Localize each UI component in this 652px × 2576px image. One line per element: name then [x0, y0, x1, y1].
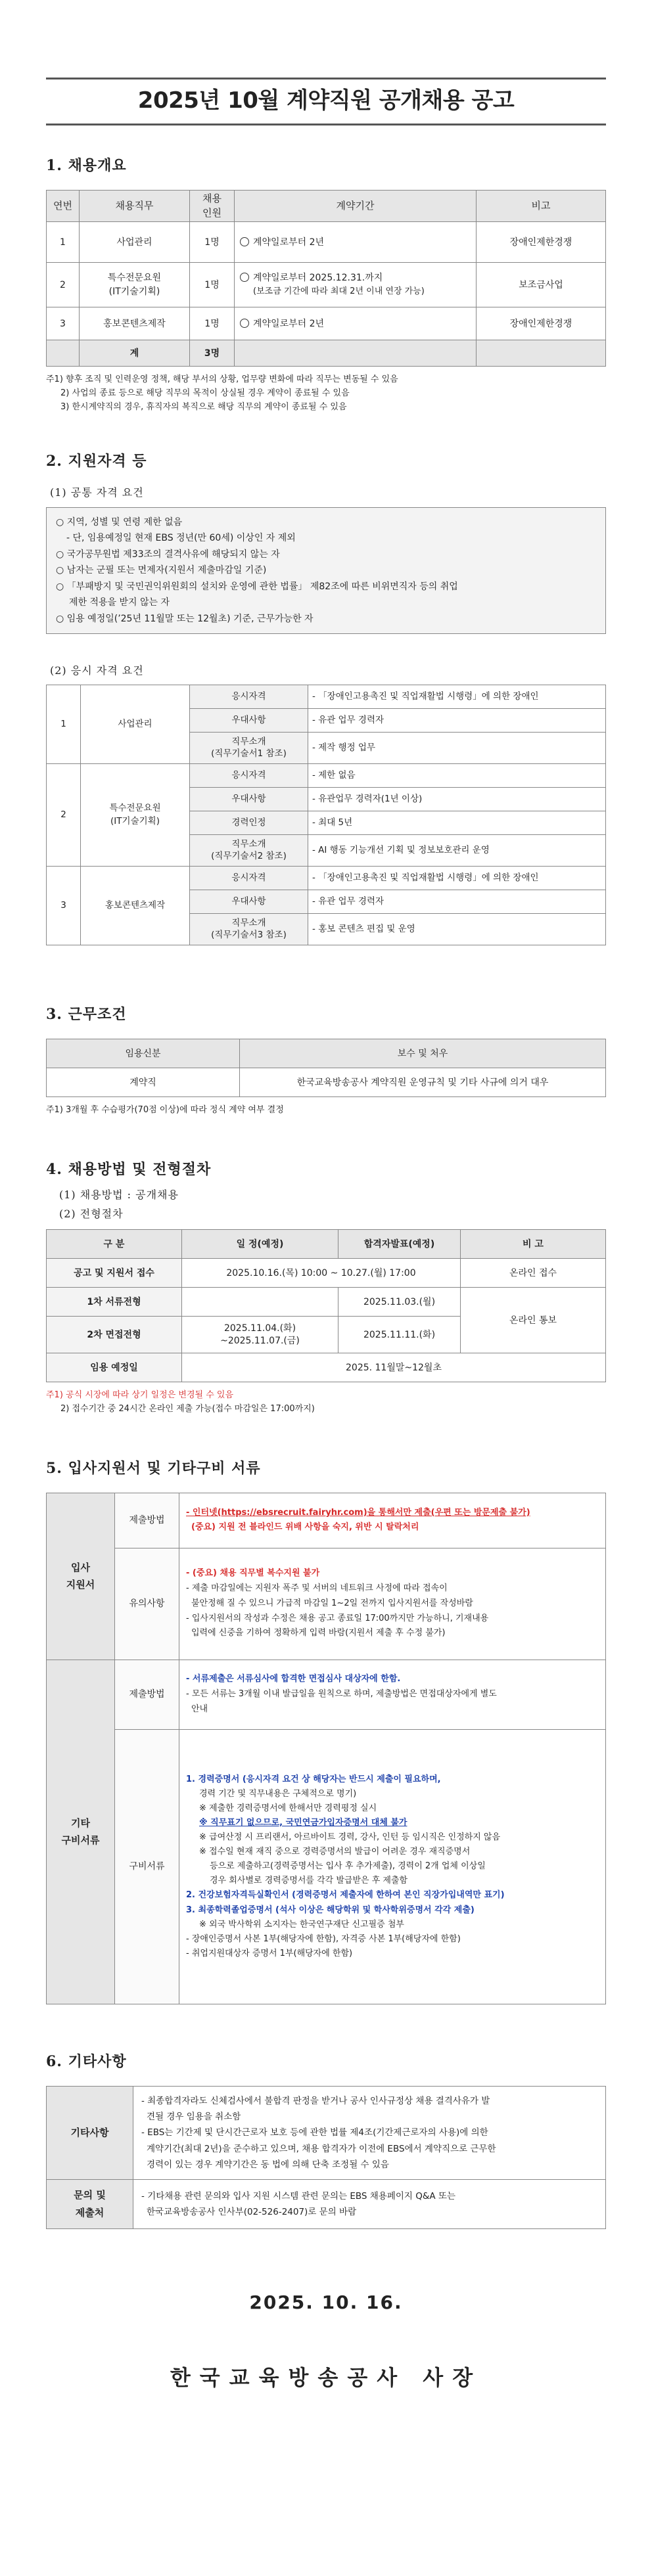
etc-line: - EBS는 기간제 및 단시간근로자 보호 등에 관한 법률 제4조(기간제근로자의 사용)에 의한	[141, 2127, 488, 2138]
note-line: 주1) 향후 조직 및 인력운영 정책, 해당 부서의 상황, 업무량 변화에 따라 직무는 변동될 수 있음	[46, 374, 398, 385]
table-row	[47, 685, 606, 709]
total-label: 계	[80, 340, 190, 367]
circle-icon	[240, 273, 249, 282]
conditions-note: 주1) 3개월 후 수습평가(70점 이상)에 따라 정식 계약 여부 결정	[46, 1105, 284, 1116]
row-count: 1명	[190, 263, 235, 307]
row-no: 2	[47, 263, 80, 307]
section-6-title: 6. 기타사항	[46, 2052, 127, 2070]
conditions-table	[46, 1039, 606, 1097]
submit-line: - 인터넷(https://ebsrecruit.fairyhr.com)을 통해서만 제출(우편 또는 방문제출 불가)	[186, 1507, 530, 1518]
etc-cell	[133, 2180, 606, 2229]
etc-label: 문의 및 제출처	[47, 2180, 133, 2229]
etc-table	[46, 2086, 606, 2229]
row-period-text: 계약일로부터 2025.12.31.까지	[253, 273, 383, 284]
note-line: 2) 접수기간 중 24시간 온라인 제출 가능(접수 마감일은 17:00까지)	[60, 1404, 315, 1414]
row-label: 구비서류	[115, 1729, 179, 2004]
req-value: - 제작 행정 업무	[308, 733, 606, 764]
page-title: 2025년 10월 계약직원 공개채용 공고	[137, 87, 515, 114]
overview-header	[47, 191, 606, 222]
section-3-title: 3. 근무조건	[46, 1006, 127, 1024]
common-req-title: (1) 공통 자격 요건	[50, 486, 144, 499]
table-row	[47, 222, 606, 263]
docs-line	[186, 1903, 599, 1918]
req-line: ○ 국가공무원법 제33조의 결격사유에 해당되지 않는 자	[56, 549, 280, 560]
pay-value: 한국교육방송공사 계약직원 운영규칙 및 기타 사규에 의거 대우	[240, 1068, 606, 1097]
row-job: 홍보콘텐츠제작	[80, 307, 190, 340]
step-result: 2025.11.03.(월)	[338, 1288, 461, 1317]
specific-req-title: (2) 응시 자격 요건	[50, 664, 144, 677]
docs-line: ※ 급여산정 시 프리랜서, 아르바이트 경력, 강사, 인턴 등 임시직은 인정하지 않음	[199, 1832, 501, 1843]
docs-line	[186, 1816, 599, 1830]
row-job: 특수전문요원 (IT기술기획)	[80, 263, 190, 307]
col-note: 비고	[477, 191, 606, 222]
col-count: 채용 인원	[190, 191, 235, 222]
doc-line: 안내	[191, 1704, 208, 1714]
table-row	[47, 764, 606, 788]
process-title: (2) 전형절차	[59, 1208, 124, 1221]
col-pay: 보수 및 처우	[240, 1039, 606, 1068]
conditions-header	[47, 1039, 606, 1068]
table-row	[47, 1259, 606, 1288]
step-remark: 온라인 접수	[461, 1259, 606, 1288]
etc-line: 경력이 있는 경우 계약기간은 동 법에 의해 단축 조정될 수 있음	[147, 2159, 389, 2170]
req-key: 직무소개 (직무기술서2 참조)	[190, 835, 308, 867]
etc-line: 계약기간(최대 2년)을 준수하고 있으며, 채용 합격자가 이전에 EBS에서 계약직으로 근무한	[147, 2143, 496, 2154]
docs-cell	[179, 1729, 606, 2004]
req-line: - 단, 임용예정일 현재 EBS 정년(만 60세) 이상인 자 제외	[66, 533, 296, 544]
process-notes	[46, 1389, 606, 1416]
row-period	[235, 222, 477, 263]
req-line: ○ 임용 예정일(’25년 11월말 또는 12월초) 기준, 근무가능한 자	[56, 613, 314, 624]
row-period-text: 계약일로부터 2년	[253, 318, 325, 329]
process-header	[47, 1230, 606, 1259]
req-key: 우대사항	[190, 788, 308, 811]
req-value: - 「장애인고용촉진 및 직업재활법 시행령」에 의한 장애인	[308, 867, 606, 890]
caution-line: 입력에 신중을 기하여 정확하게 입력 바람(지원서 제출 후 수정 불가)	[191, 1628, 446, 1638]
req-line: 제한 적용을 받지 않는 자	[69, 597, 170, 608]
table-row	[47, 263, 606, 307]
step-date	[182, 1288, 338, 1317]
note-line: 주1) 공식 시장에 따라 상기 일정은 변경될 수 있음	[46, 1390, 234, 1401]
row-job: 사업관리	[80, 222, 190, 263]
req-value: - 「장애인고용촉진 및 직업재활법 시행령」에 의한 장애인	[308, 685, 606, 709]
row-no: 1	[47, 222, 80, 263]
step-date: 2025.11.04.(화) ~2025.11.07.(금)	[182, 1317, 338, 1353]
total-spacer	[477, 340, 606, 367]
docs-line	[186, 1773, 599, 1787]
docs-line: ※ 접수일 현재 재직 중으로 경력증명서의 발급이 어려운 경우 재직증명서	[199, 1847, 471, 1857]
col-date: 일 정(예정)	[182, 1230, 338, 1259]
row-period-sub: (보조금 기간에 따라 최대 2년 이내 연장 가능)	[253, 286, 425, 297]
req-line: ○ 남자는 군필 또는 면제자(지원서 제출마감일 기준)	[56, 565, 267, 576]
row-label: 제출방법	[115, 1660, 179, 1729]
etc-label: 기타사항	[47, 2086, 133, 2179]
row-note: 장애인제한경쟁	[477, 222, 606, 263]
col-remark: 비 고	[461, 1230, 606, 1259]
group-job: 사업관리	[81, 685, 190, 764]
group-job: 특수전문요원 (IT기술기획)	[81, 764, 190, 867]
circle-icon	[240, 319, 249, 328]
req-value: - 제한 없음	[308, 764, 606, 788]
circle-icon	[240, 237, 249, 246]
common-req-box	[46, 507, 606, 635]
req-key: 응시자격	[190, 867, 308, 890]
req-line: ○ 「부패방지 및 국민권익위원회의 설치와 운영에 관한 법률」 제82조에 따른 비위면직자 등의 취업	[56, 581, 458, 592]
total-row	[47, 340, 606, 367]
row-period-text: 계약일로부터 2년	[253, 237, 325, 248]
footer-date: 2025. 10. 16.	[249, 2292, 403, 2314]
step-name: 임용 예정일	[47, 1353, 182, 1382]
caution-line: - (중요) 채용 직무별 복수지원 불가	[186, 1568, 320, 1579]
table-row	[47, 1353, 606, 1382]
note-line: 2) 사업의 종료 등으로 해당 직무의 목적이 상실될 경우 계약이 종료될 수 있음	[60, 388, 350, 398]
col-step: 구 분	[47, 1230, 182, 1259]
row-count: 1명	[190, 222, 235, 263]
req-key: 경력인정	[190, 811, 308, 835]
table-row	[47, 867, 606, 890]
total-count: 3명	[190, 340, 235, 367]
group-label: 기타 구비서류	[47, 1660, 115, 2004]
footer-org: 한국교육방송공사 사장	[170, 2364, 482, 2390]
docs-line: ※ 외국 박사학위 소지자는 한국연구재단 신고필증 첨부	[199, 1919, 404, 1930]
step-name: 1차 서류전형	[47, 1288, 182, 1317]
etc-line: 한국교육방송공사 인사부(02-526-2407)로 문의 바람	[147, 2207, 357, 2218]
col-status: 임용신분	[47, 1039, 240, 1068]
table-row	[47, 1493, 606, 1548]
step-name: 2차 면접전형	[47, 1317, 182, 1353]
docs-line: 경우 회사별로 경력증명서를 각각 발급받은 후 제출함	[210, 1876, 408, 1886]
section-1-title: 1. 채용개요	[46, 157, 127, 175]
section-2-title: 2. 지원자격 등	[46, 452, 147, 470]
step-name: 공고 및 지원서 접수	[47, 1259, 182, 1288]
etc-line: - 기타채용 관련 문의와 입사 지원 시스템 관련 문의는 EBS 채용페이지 Q&A 또는	[141, 2190, 456, 2202]
req-key: 우대사항	[190, 709, 308, 733]
row-note: 보조금사업	[477, 263, 606, 307]
row-count: 1명	[190, 307, 235, 340]
group-no: 2	[47, 764, 81, 867]
docs-line: 등으로 제출하고(경력증명서는 입사 후 추가제출), 경력이 2개 업체 이상일	[210, 1861, 486, 1872]
group-job: 홍보콘텐츠제작	[81, 867, 190, 945]
method-line: (1) 채용방법 : 공개채용	[59, 1188, 179, 1201]
step-date: 2025. 11월말~12월초	[182, 1353, 606, 1382]
docs-line: ※ 제출한 경력증명서에 한해서만 경력평정 실시	[199, 1803, 377, 1813]
doc-line: - 서류제출은 서류심사에 합격한 면접심사 대상자에 한함.	[186, 1674, 401, 1684]
req-value: - AI 행동 기능개선 기획 및 정보보호관리 운영	[308, 835, 606, 867]
row-label: 제출방법	[115, 1493, 179, 1548]
etc-line: - 최종합격자라도 신체검사에서 불합격 판정을 받거나 공사 인사규정상 채용 결격사유가 발	[141, 2095, 490, 2106]
table-row	[47, 2086, 606, 2179]
docs-text: 3. 최종학력졸업증명서 (석사 이상은 해당학위 및 학사학위증명서 각각 제출)	[186, 1905, 475, 1915]
docs-line: - 취업지원대상자 증명서 1부(해당자에 한함)	[186, 1948, 353, 1958]
submit-line: (중요) 지원 전 블라인드 위배 사항을 숙지, 위반 시 탈락처리	[191, 1522, 419, 1533]
row-period	[235, 307, 477, 340]
specific-req-table	[46, 685, 606, 945]
note-line: 3) 한시계약직의 경우, 휴직자의 복직으로 해당 직무의 계약이 종료될 수 있음	[60, 401, 347, 412]
status-value: 계약직	[47, 1068, 240, 1097]
req-key: 직무소개 (직무기술서3 참조)	[190, 914, 308, 945]
table-row	[47, 1548, 606, 1660]
row-note: 장애인제한경쟁	[477, 307, 606, 340]
col-no: 연번	[47, 191, 80, 222]
req-key: 우대사항	[190, 890, 308, 914]
row-no: 3	[47, 307, 80, 340]
caution-line: - 제출 마감일에는 지원자 폭주 및 서버의 네트워크 사정에 따라 접속이	[186, 1583, 448, 1594]
doc-submit-cell	[179, 1660, 606, 1729]
req-value: - 유관업무 경력자(1년 이상)	[308, 788, 606, 811]
doc-line: - 모든 서류는 3개월 이내 발급일을 원칙으로 하며, 제출방법은 면접대상자에게 별도	[186, 1688, 497, 1699]
group-no: 3	[47, 867, 81, 945]
caution-line: 불안정해 질 수 있으니 가급적 마감일 1~2일 전까지 입사지원서를 작성바람	[191, 1598, 473, 1608]
table-row	[47, 1729, 606, 2004]
req-key: 직무소개 (직무기술서1 참조)	[190, 733, 308, 764]
docs-line: 경력 기간 및 직무내용은 구체적으로 명기)	[199, 1788, 357, 1799]
step-remark: 온라인 통보	[461, 1288, 606, 1353]
req-line: ○ 지역, 성별 및 연령 제한 없음	[56, 516, 183, 528]
row-label: 유의사항	[115, 1548, 179, 1660]
docs-text: 1. 경력증명서 (응시자격 요건 상 해당자는 반드시 제출이 필요하며,	[186, 1774, 441, 1784]
step-result: 2025.11.11.(화)	[338, 1317, 461, 1353]
req-value: - 유관 업무 경력자	[308, 709, 606, 733]
step-date: 2025.10.16.(목) 10:00 ~ 10.27.(월) 17:00	[182, 1259, 461, 1288]
title-box	[46, 78, 606, 125]
req-key: 응시자격	[190, 685, 308, 709]
docs-line: - 장애인증명서 사본 1부(해당자에 한함), 자격증 사본 1부(해당자에 한함)	[186, 1933, 461, 1944]
group-no: 1	[47, 685, 81, 764]
table-row	[47, 307, 606, 340]
overview-table	[46, 190, 606, 367]
overview-notes	[46, 373, 606, 414]
etc-cell	[133, 2086, 606, 2179]
col-job: 채용직무	[80, 191, 190, 222]
req-value: - 홍보 콘텐츠 편집 및 운영	[308, 914, 606, 945]
docs-line	[186, 1888, 599, 1903]
col-period: 계약기간	[235, 191, 477, 222]
row-period	[235, 263, 477, 307]
table-row	[47, 1660, 606, 1729]
documents-table	[46, 1493, 606, 2004]
process-table	[46, 1229, 606, 1382]
total-spacer	[47, 340, 80, 367]
section-4-title: 4. 채용방법 및 전형절차	[46, 1161, 212, 1179]
caution-line: - 입사지원서의 작성과 수정은 채용 공고 종료일 17:00까지만 가능하니, 기재내용	[186, 1613, 489, 1623]
col-result: 합격자발표(예정)	[338, 1230, 461, 1259]
etc-line: 견될 경우 임용을 취소함	[147, 2111, 241, 2122]
req-value: - 최대 5년	[308, 811, 606, 835]
table-row	[47, 1288, 606, 1317]
total-spacer	[235, 340, 477, 367]
submit-cell	[179, 1493, 606, 1548]
table-row	[47, 1068, 606, 1097]
docs-text: 2. 건강보험자격득실확인서 (경력증명서 제출자에 한하여 본인 직장가입내역만 표기)	[186, 1890, 505, 1901]
req-value: - 유관 업무 경력자	[308, 890, 606, 914]
caution-cell	[179, 1548, 606, 1660]
table-row	[47, 2180, 606, 2229]
req-key: 응시자격	[190, 764, 308, 788]
group-label: 입사 지원서	[47, 1493, 115, 1660]
docs-text: ※ 직무표기 없으므로, 국민연금가입자증명서 대체 불가	[199, 1817, 408, 1828]
section-5-title: 5. 입사지원서 및 기타구비 서류	[46, 1459, 261, 1477]
